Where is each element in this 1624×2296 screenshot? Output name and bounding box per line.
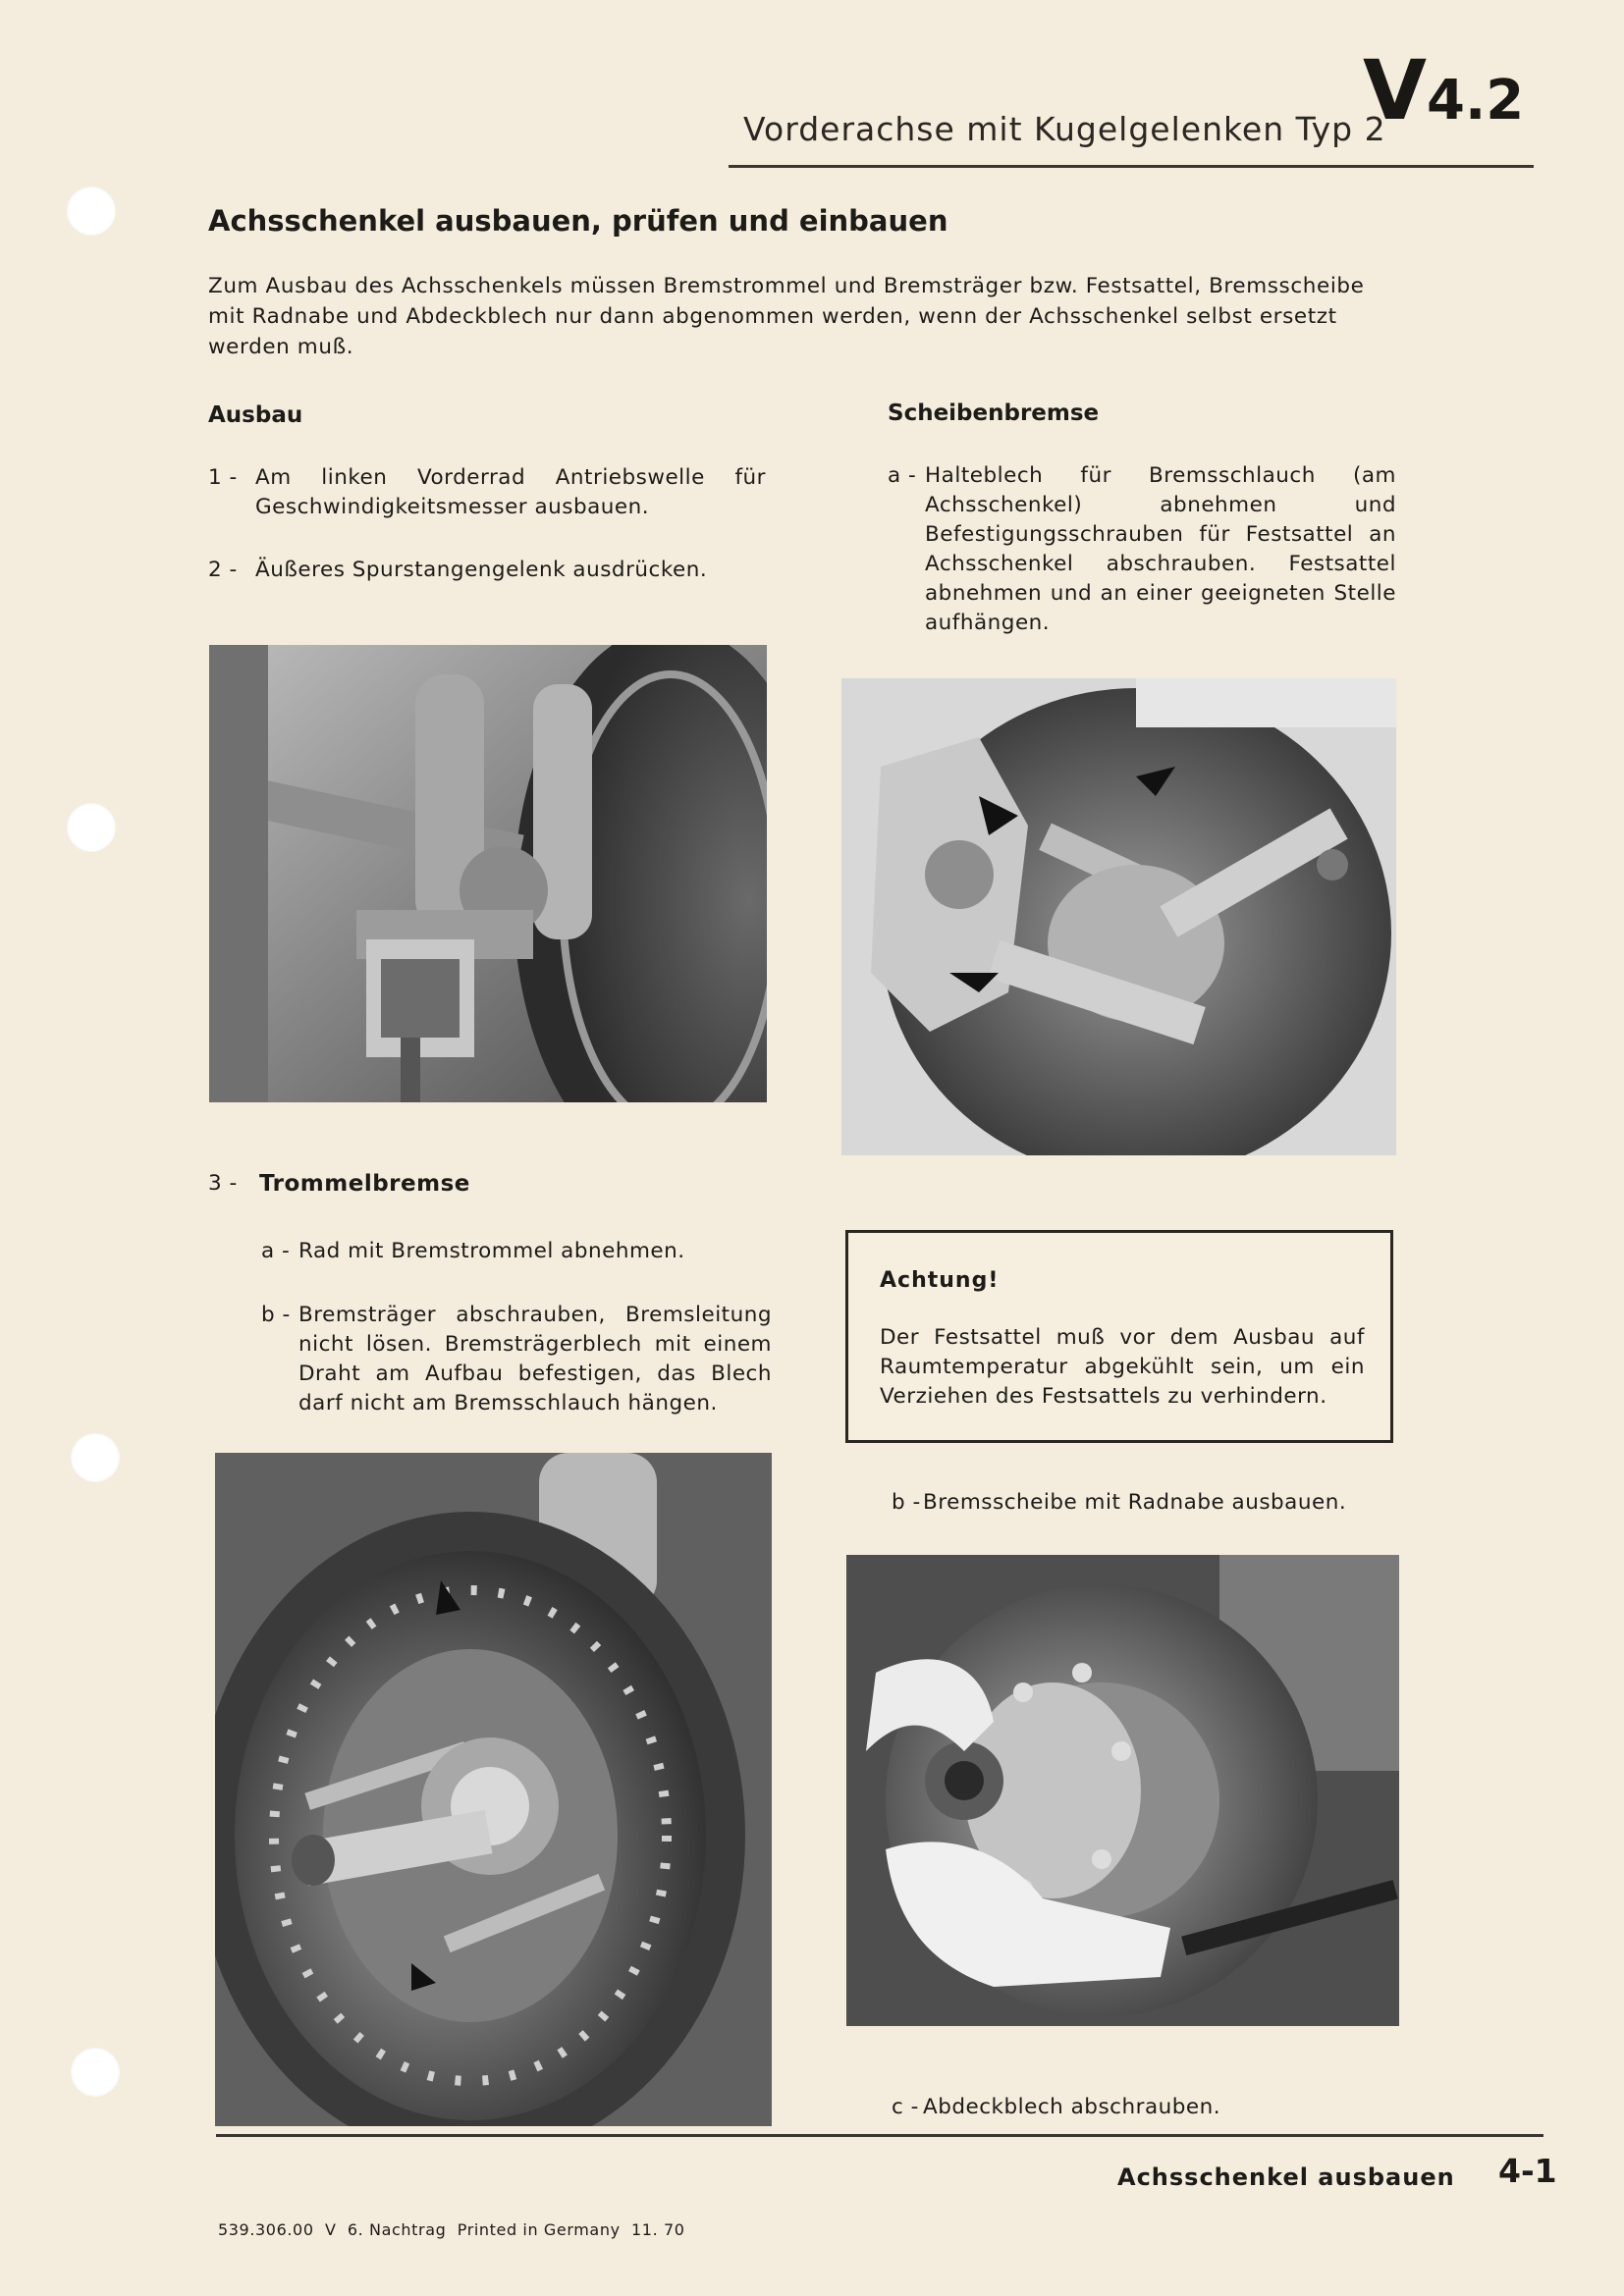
photo-disc-hub-removal (846, 1555, 1399, 2026)
warning-text: Der Festsattel muß vor dem Ausbau auf Raumtemperatur abgekühlt sein, um ein Verziehen des Festsattels zu verhindern. (880, 1325, 1365, 1409)
imprint: 539.306.00 V 6. Nachtrag Printed in Germany 11. 70 (218, 2220, 685, 2239)
step-disc-b-num: b - (892, 1490, 921, 1515)
punch-hole-2 (67, 803, 116, 852)
ausbau-heading: Ausbau (208, 402, 303, 428)
intro-paragraph: Zum Ausbau des Achsschenkels müssen Bremstrommel und Bremsträger bzw. Festsattel, Bremsscheibe mit Radnabe und Abdeckblech nur dann abgenommen werden, wenn der Achsschenkel selbst ersetzt werden muß. (208, 274, 1365, 359)
punch-hole-4 (71, 2048, 120, 2097)
step-2-num: 2 - (208, 558, 238, 582)
section-title: Achsschenkel ausbauen, prüfen und einbauen (208, 204, 948, 238)
warning-notice (845, 1230, 1393, 1443)
chapter-number (1363, 42, 1525, 138)
chapter-letter: V (1363, 42, 1428, 138)
punch-hole-3 (71, 1433, 120, 1482)
header-title: Vorderachse mit Kugelgelenken Typ 2 (743, 110, 1386, 148)
step-2 (208, 556, 766, 585)
step-disc-b (892, 1488, 1400, 1518)
step-1 (208, 463, 766, 522)
step-2-text: Äußeres Spurstangengelenk ausdrücken. (255, 558, 708, 582)
step-3a (261, 1237, 772, 1266)
step-3b-num: b - (261, 1303, 291, 1327)
photo-tie-rod-press (209, 645, 767, 1102)
step-disc-a-num: a - (888, 463, 917, 488)
photo-drum-brake (215, 1453, 772, 2126)
step-3-heading: Trommelbremse (259, 1171, 470, 1197)
step-disc-a (888, 461, 1396, 638)
step-3a-text: Rad mit Bremstrommel abnehmen. (298, 1239, 685, 1263)
footer-rule (216, 2134, 1543, 2137)
photo-disc-caliper (841, 678, 1396, 1155)
step-3a-num: a - (261, 1239, 291, 1263)
step-3-num: 3 - (208, 1171, 238, 1196)
chapter-sub: 4.2 (1427, 69, 1525, 133)
page-number: 4-1 (1498, 2152, 1557, 2190)
step-disc-a-text: Halteblech für Bremsschlauch (am Achsschenkel) abnehmen und Befestigungsschrauben für Festsattel an Achsschenkel abschrauben. Festsattel abnehmen und an einer geeigneten Stelle aufhängen. (925, 463, 1396, 635)
scheibenbremse-heading: Scheibenbremse (888, 400, 1100, 426)
warning-title: Achtung! (880, 1268, 1000, 1293)
step-disc-c-text: Abdeckblech abschrauben. (923, 2095, 1221, 2119)
step-disc-c (892, 2093, 1400, 2122)
step-1-num: 1 - (208, 465, 238, 490)
header-rule (729, 165, 1534, 168)
step-3 (208, 1169, 766, 1199)
step-1-text: Am linken Vorderrad Antriebswelle für Geschwindigkeitsmesser ausbauen. (255, 465, 766, 519)
step-disc-b-text: Bremsscheibe mit Radnabe ausbauen. (923, 1490, 1347, 1515)
punch-hole-1 (67, 187, 116, 236)
footer-title: Achsschenkel ausbauen (1117, 2163, 1455, 2191)
step-disc-c-num: c - (892, 2095, 919, 2119)
step-3b-text: Bremsträger abschrauben, Bremsleitung nicht lösen. Bremsträgerblech mit einem Draht am Aufbau befestigen, das Blech darf nicht am Bremsschlauch hängen. (298, 1303, 772, 1415)
step-3b (261, 1301, 772, 1418)
